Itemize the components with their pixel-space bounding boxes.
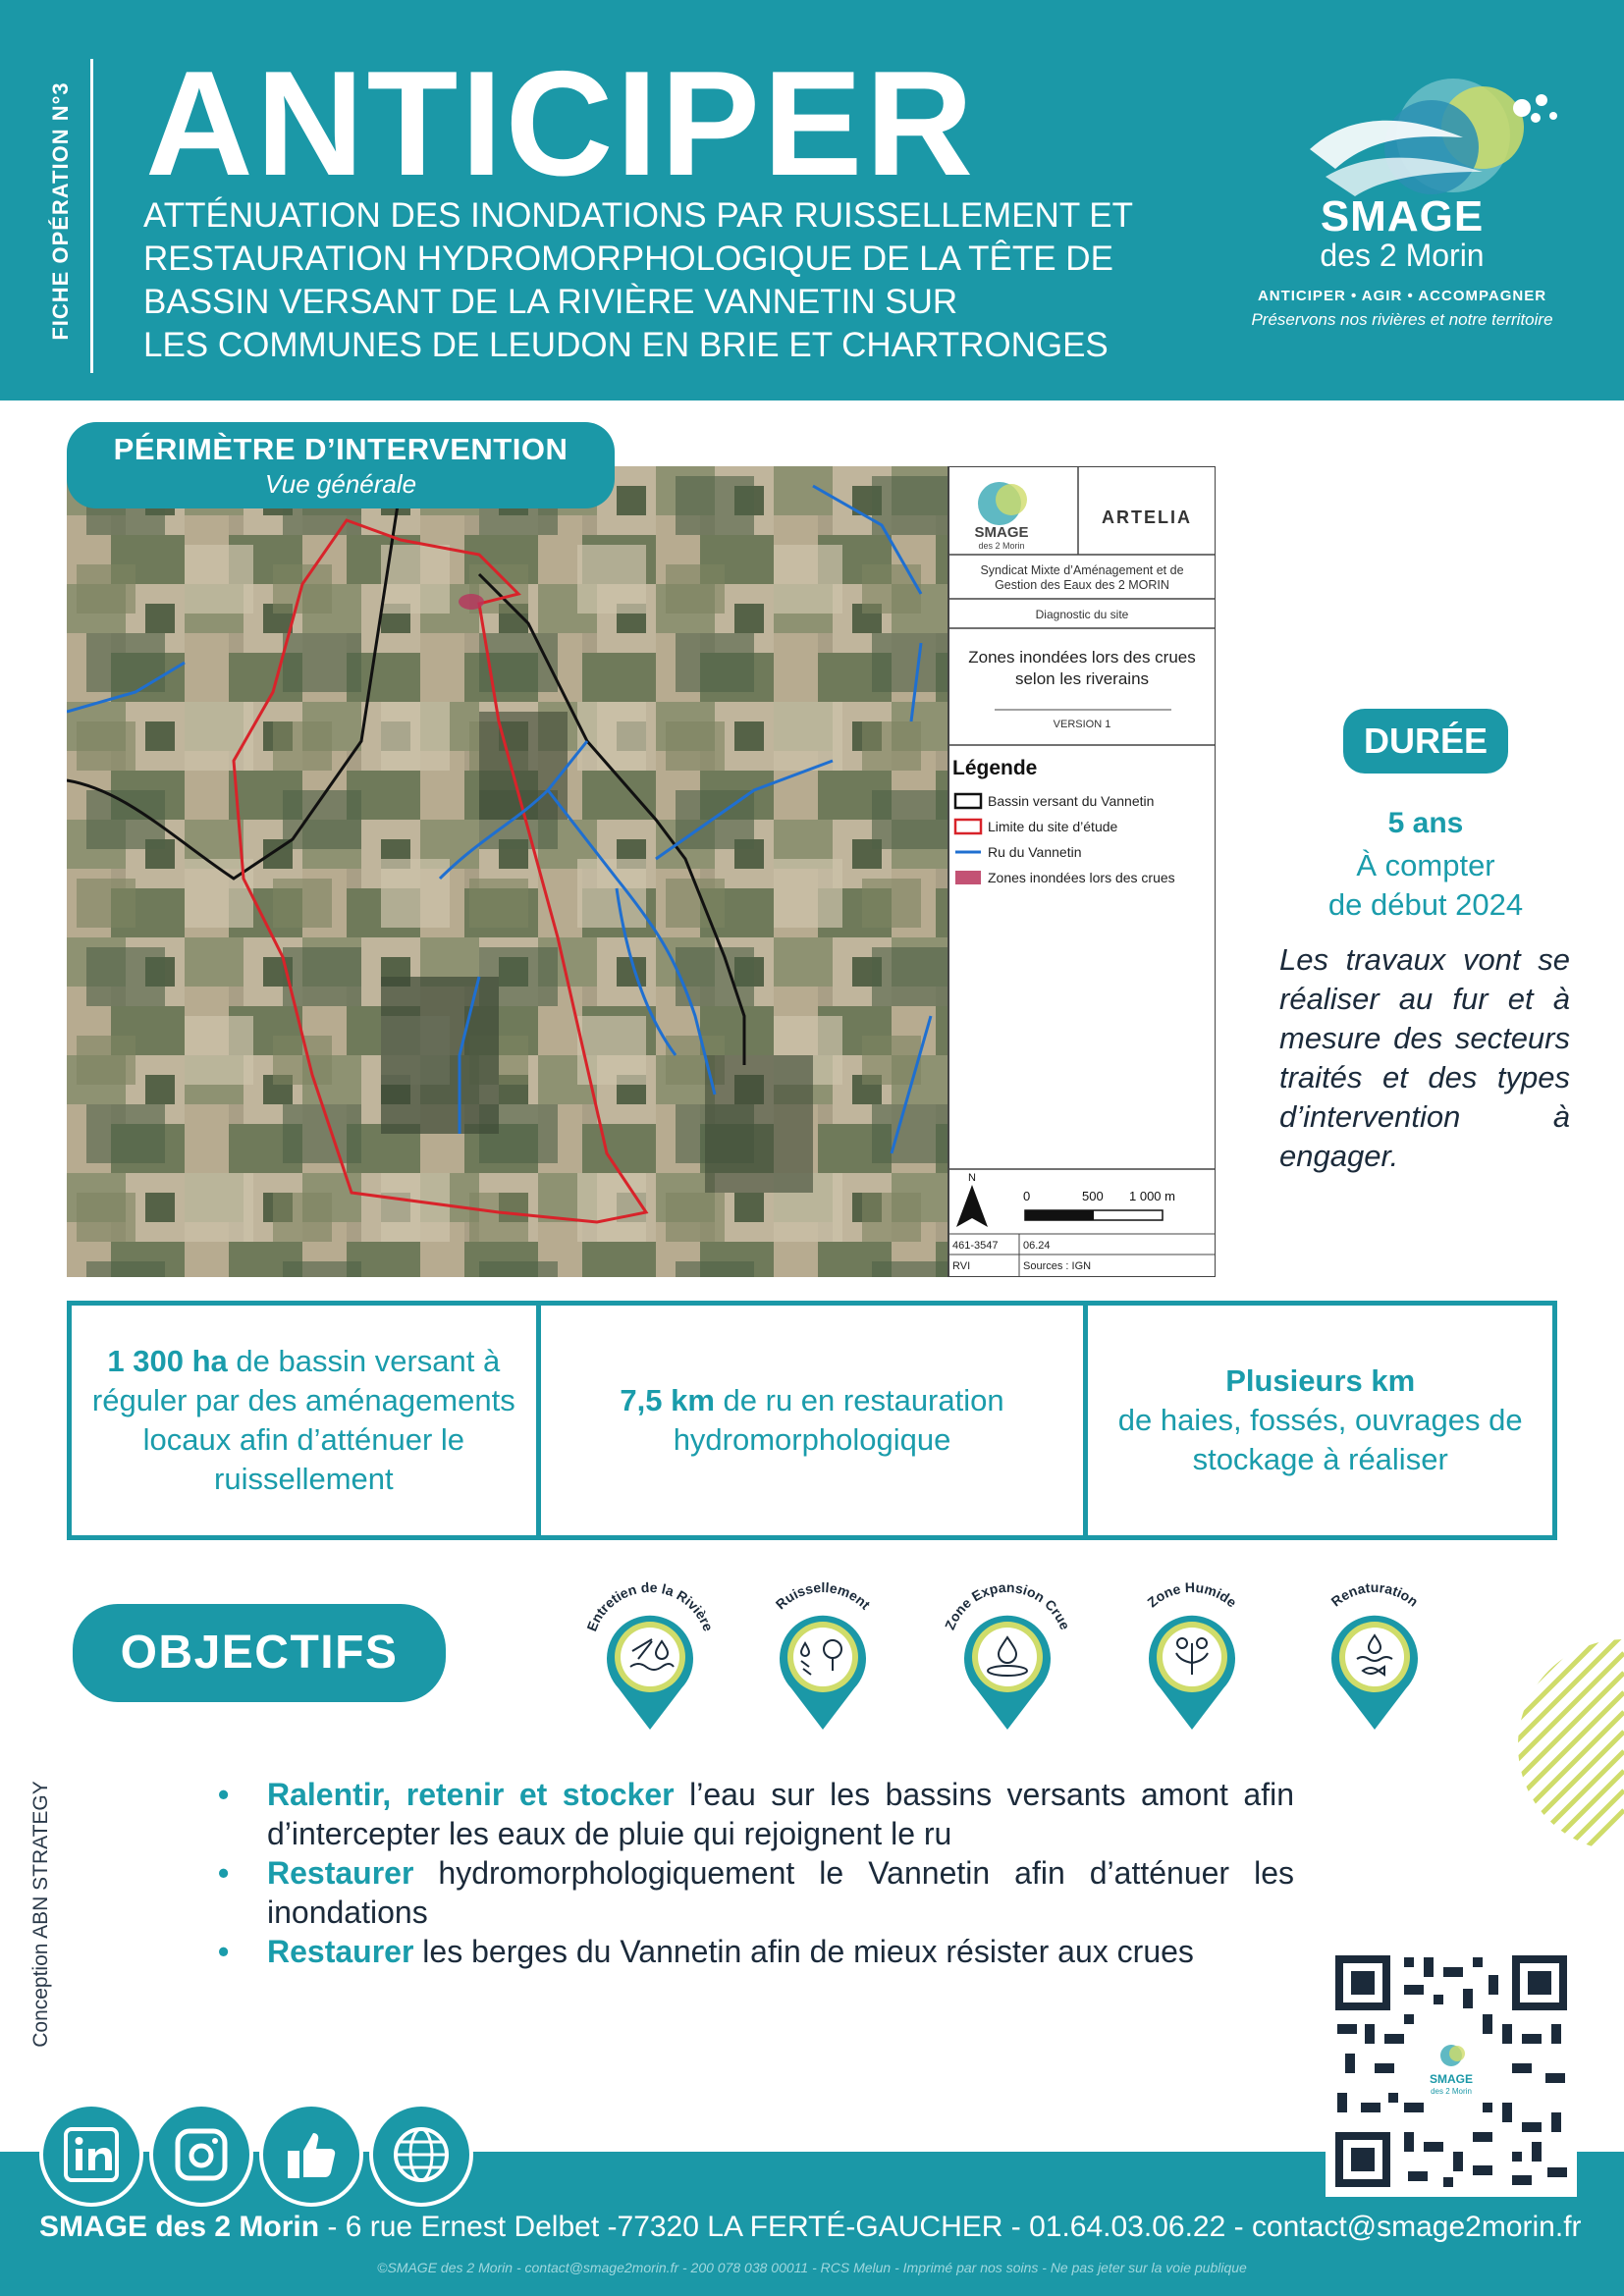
decorative-hatch	[1502, 1637, 1624, 1853]
credits: Conception ABN STRATEGY	[29, 1781, 52, 2048]
list-item: • Restaurer les berges du Vannetin afin de mieux résister aux crues	[218, 1932, 1294, 1971]
ref-sources: Sources : IGN	[1023, 1260, 1092, 1272]
svg-text:Ruissellement: Ruissellement	[772, 1578, 874, 1613]
map-diagnostic: Diagnostic du site	[1035, 608, 1129, 621]
linkedin-icon	[62, 2125, 121, 2184]
legend-item-flood-zone	[955, 870, 1175, 885]
svg-text:Ru du Vannetin: Ru du Vannetin	[988, 844, 1082, 860]
page-subtitle: ATTÉNUATION DES INONDATIONS PAR RUISSELLEMENT ET RESTAURATION HYDROMORPHOLOGIQUE DE LA TÊTE DE BASSIN VERSANT DE LA RIVIÈRE VANNETIN SUR LES COMMUNES DE LEUDON EN BRIE ET CHARTRONGES	[143, 196, 1134, 364]
qr-logo-sub: des 2 Morin	[1431, 2087, 1472, 2096]
svg-text:Entretien de la Rivière: Entretien de la Rivière	[583, 1578, 717, 1633]
runoff-icon	[754, 1573, 892, 1735]
globe-icon	[391, 2124, 452, 2185]
perimeter-label: PÉRIMÈTRE D’INTERVENTION Vue générale	[67, 422, 615, 508]
like-link[interactable]	[259, 2103, 363, 2207]
ref-date: 06.24	[1023, 1240, 1051, 1252]
map-logo2: ARTELIA	[1102, 507, 1192, 527]
like-icon	[282, 2125, 341, 2184]
list-item: • Ralentir, retenir et stocker l’eau sur les bassins versants amont afin d’intercepter les eaux de pluie qui rejoignent le ru	[218, 1775, 1294, 1853]
logo-text: SMAGE des 2 Morin ANTICIPER • AGIR • ACCOMPAGNER Préservons nos rivières et notre territoire	[1251, 192, 1553, 329]
qr-code[interactable]	[1326, 1946, 1577, 2197]
map-logo1-sub: des 2 Morin	[978, 541, 1025, 551]
map-legend-title: Légende	[952, 757, 1038, 779]
stat-ru: 7,5 km de ru en restauration hydromorphologique	[536, 1306, 1084, 1535]
scale-1000: 1 000 m	[1129, 1189, 1175, 1203]
page-title: ANTICIPER	[145, 40, 977, 207]
duree-note: Les travaux vont se réaliser au fur et à mesure des secteurs traités et des types d’intervention à engager.	[1279, 942, 1570, 1173]
fiche-label: FICHE OPÉRATION N°3	[48, 81, 73, 341]
map-title-line2: selon les riverains	[1014, 669, 1150, 688]
footer-legal: ©SMAGE des 2 Morin - contact@smage2morin.fr - 200 078 038 00011 - RCS Melun - Imprimé par nos soins - Ne pas jeter sur la voie publique	[377, 2260, 1247, 2275]
flood-expansion-icon	[939, 1573, 1076, 1735]
instagram-link[interactable]	[149, 2103, 253, 2207]
footer-address: SMAGE des 2 Morin - 6 rue Ernest Delbet -77320 LA FERTÉ-GAUCHER - 01.64.03.06.22 - contact@smage2morin.fr	[39, 2211, 1582, 2243]
ref-code: 461-3547	[952, 1240, 999, 1252]
instagram-icon	[172, 2125, 231, 2184]
duree-label: DURÉE	[1343, 709, 1508, 774]
flood-zone-marker	[459, 594, 484, 610]
header-divider	[90, 59, 93, 373]
perimeter-map	[67, 466, 1216, 1277]
list-item: • Restaurer hydromorphologiquement le Vannetin afin d’atténuer les inondations	[218, 1853, 1294, 1932]
duree-value: 5 ans	[1387, 807, 1464, 839]
svg-text:Limite du site d’étude: Limite du site d’étude	[988, 819, 1118, 834]
objectifs-label: OBJECTIFS	[73, 1604, 446, 1702]
header-banner	[0, 0, 1624, 400]
legend-item-site-limit	[955, 819, 1118, 834]
map-org-line2: Gestion des Eaux des 2 MORIN	[995, 578, 1169, 592]
river-maintenance-icon	[581, 1573, 719, 1735]
duree-start: À compter de début 2024	[1327, 848, 1524, 922]
map-version: VERSION 1	[1053, 719, 1111, 730]
scale-0: 0	[1023, 1189, 1031, 1203]
qr-logo-name: SMAGE	[1429, 2072, 1474, 2086]
svg-text:Zone Expansion Crue: Zone Expansion Crue	[941, 1578, 1074, 1632]
svg-text:Bassin versant du Vannetin: Bassin versant du Vannetin	[988, 793, 1155, 809]
map-title-line1: Zones inondées lors des crues	[968, 648, 1196, 667]
map-logo1-name: SMAGE	[974, 524, 1029, 541]
map-cartouche	[948, 466, 1216, 1277]
stat-haies: Plusieurs km de haies, fossés, ouvrages de stockage à réaliser	[1083, 1306, 1552, 1535]
ref-author: RVI	[952, 1260, 971, 1272]
svg-text:Renaturation: Renaturation	[1327, 1578, 1422, 1610]
wetland-icon	[1123, 1573, 1261, 1735]
objectives-list	[218, 1775, 1294, 1971]
en-savoir-plus-label: En savoir +	[1575, 2011, 1601, 2131]
scale-500: 500	[1082, 1189, 1104, 1203]
svg-text:Zones inondées lors des crues: Zones inondées lors des crues	[988, 870, 1175, 885]
north-label: N	[968, 1172, 976, 1184]
key-figures	[67, 1301, 1557, 1540]
stat-bassin: 1 300 ha de bassin versant à réguler par des aménagements locaux afin d’atténuer le ruissellement	[91, 1344, 515, 1496]
aerial-photo	[67, 466, 948, 1277]
svg-text:Zone Humide: Zone Humide	[1144, 1578, 1240, 1611]
website-link[interactable]	[369, 2103, 473, 2207]
map-org-line1: Syndicat Mixte d’Aménagement et de	[980, 563, 1184, 577]
renaturation-icon	[1306, 1573, 1443, 1735]
linkedin-link[interactable]	[39, 2103, 143, 2207]
